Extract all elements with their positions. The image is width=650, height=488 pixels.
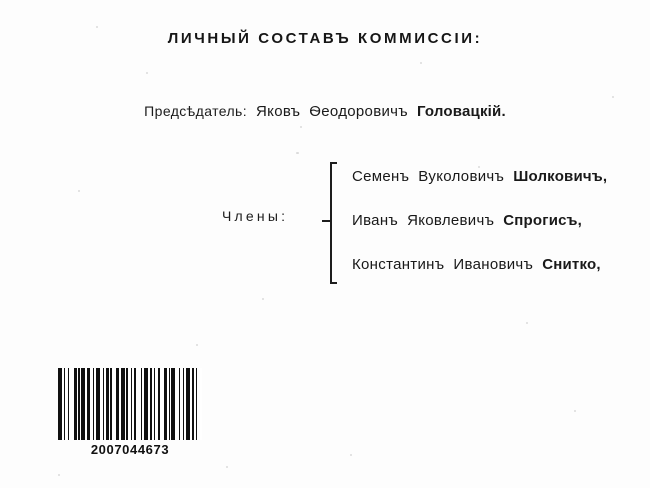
barcode-bar	[183, 368, 184, 440]
member-patronymic: Яковлевичъ	[407, 212, 495, 229]
member-first-name: Семенъ	[352, 168, 410, 185]
chairman-first-name: Яковъ	[256, 103, 301, 120]
barcode-bar	[103, 368, 104, 440]
barcode-bar	[169, 368, 170, 440]
scan-speck	[420, 62, 422, 64]
barcode-image	[58, 368, 202, 440]
barcode-bar	[121, 368, 125, 440]
barcode-bar	[68, 368, 69, 440]
brace-middle-notch	[322, 220, 330, 222]
scan-speck	[300, 126, 302, 128]
member-row	[352, 256, 601, 273]
barcode-bar	[141, 368, 142, 440]
scan-speck	[226, 466, 228, 468]
scan-speck	[296, 152, 299, 154]
member-first-name: Константинъ	[352, 256, 445, 273]
member-surname: Шолковичъ,	[513, 168, 608, 185]
scan-speck	[58, 474, 60, 476]
scan-speck	[612, 96, 614, 98]
member-patronymic: Вуколовичъ	[418, 168, 505, 185]
barcode-bar	[192, 368, 195, 440]
scan-speck	[574, 410, 576, 412]
barcode-bar	[93, 368, 94, 440]
members-label: Члены:	[222, 208, 289, 224]
barcode-bar	[154, 368, 155, 440]
scan-speck	[526, 322, 528, 324]
barcode-bar	[96, 368, 100, 440]
barcode-bar	[131, 368, 132, 440]
brace-vertical-bar	[330, 162, 332, 284]
member-first-name: Иванъ	[352, 212, 399, 229]
chairman-surname: Головацкій.	[416, 103, 506, 120]
barcode-number: 2007044673	[90, 442, 170, 457]
member-surname: Снитко,	[542, 256, 601, 273]
barcode-bar	[116, 368, 119, 440]
member-row	[352, 212, 582, 229]
barcode-bar	[87, 368, 90, 440]
barcode-bar	[164, 368, 167, 440]
barcode-bar	[196, 368, 197, 440]
members-section	[0, 158, 650, 288]
scan-speck	[196, 344, 198, 346]
barcode-bar	[106, 368, 109, 440]
barcode-bar	[134, 368, 137, 440]
brace-bottom-tip	[330, 282, 337, 284]
scan-speck	[262, 298, 264, 300]
barcode-block	[58, 368, 202, 457]
chairman-patronymic: Ѳеодоровичъ	[309, 103, 408, 120]
barcode-bar	[78, 368, 79, 440]
barcode-bar	[171, 368, 175, 440]
barcode-bar	[150, 368, 153, 440]
barcode-bar	[158, 368, 159, 440]
barcode-bar	[74, 368, 77, 440]
barcode-bar	[179, 368, 180, 440]
barcode-bar	[58, 368, 62, 440]
brace-top-tip	[330, 162, 337, 164]
member-row	[352, 168, 607, 185]
scan-speck	[350, 454, 352, 456]
scan-speck	[96, 26, 98, 28]
barcode-bar	[126, 368, 127, 440]
chairman-line	[0, 103, 650, 120]
barcode-bar	[110, 368, 111, 440]
barcode-bar	[64, 368, 65, 440]
member-patronymic: Ивановичъ	[453, 256, 534, 273]
barcode-bar	[144, 368, 148, 440]
member-surname: Спрогисъ,	[503, 212, 582, 229]
scan-speck	[146, 72, 148, 74]
chairman-label: Предсѣдатель:	[144, 103, 248, 119]
barcode-bar	[186, 368, 190, 440]
page-title: ЛИЧНЫЙ СОСТАВЪ КОММИССІИ:	[167, 30, 483, 47]
barcode-bar	[81, 368, 85, 440]
